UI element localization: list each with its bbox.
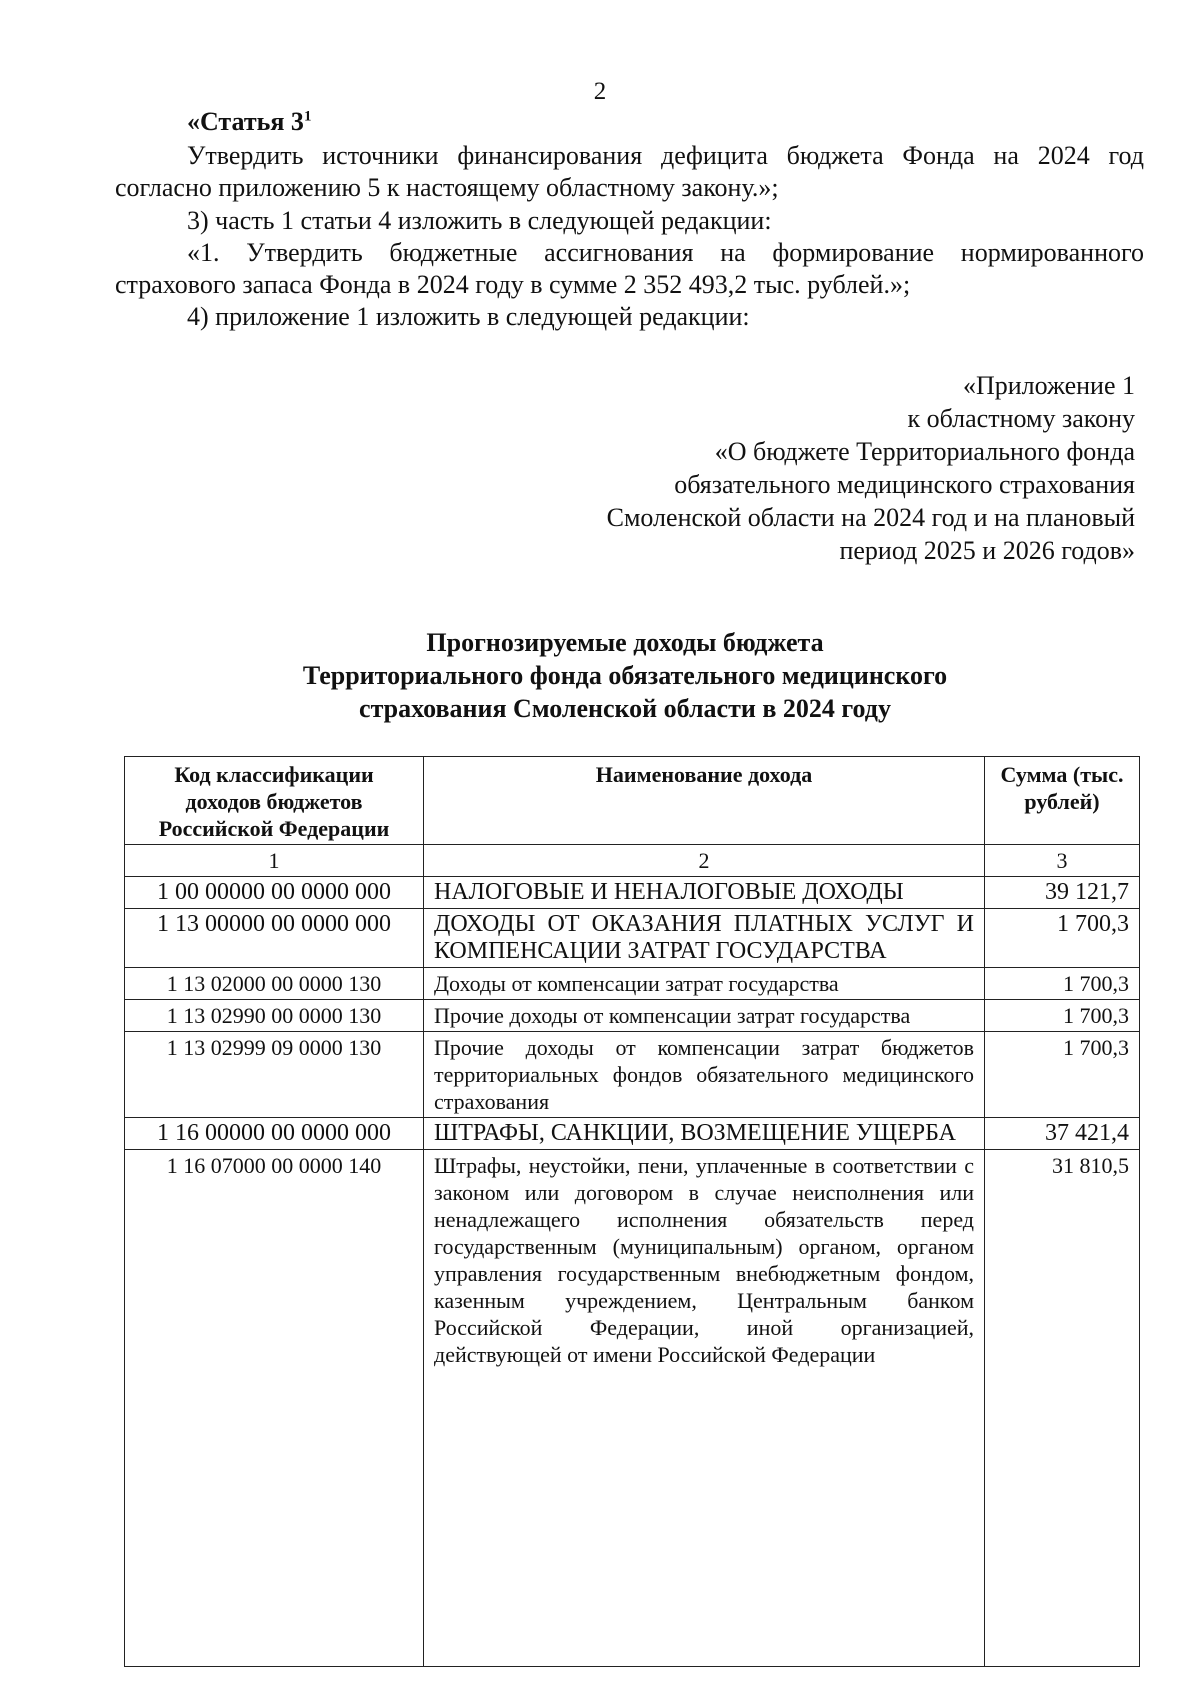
article-title-text: «Статья 3 <box>187 107 304 136</box>
row-code: 1 13 02990 00 0000 130 <box>125 1000 424 1032</box>
appendix-line-6: период 2025 и 2026 годов» <box>839 536 1135 565</box>
appendix-line-5: Смоленской области на 2024 год и на плановый <box>606 503 1135 532</box>
header-name: Наименование дохода <box>424 757 985 845</box>
heading-line-3: страхования Смоленской области в 2024 году <box>359 694 891 723</box>
row-sum: 1 700,3 <box>985 1000 1140 1032</box>
header-code: Код классификации доходов бюджетов Российской Федерации <box>125 757 424 845</box>
article-title-superscript: 1 <box>303 108 312 125</box>
item-3-quote: «1. Утвердить бюджетные ассигнования на формирование нормированного страхового запаса Фонда в 2024 году в сумме 2 352 493,2 тыс. рублей.»; <box>115 238 1144 299</box>
column-number-1: 1 <box>125 845 424 877</box>
table-heading <box>200 626 1050 725</box>
article-title <box>187 107 311 137</box>
row-name: Доходы от компенсации затрат государства <box>424 968 985 1000</box>
row-sum: 1 700,3 <box>985 1032 1140 1118</box>
row-code: 1 00 00000 00 0000 000 <box>125 877 424 909</box>
table-row <box>125 968 1140 1000</box>
row-name: НАЛОГОВЫЕ И НЕНАЛОГОВЫЕ ДОХОДЫ <box>424 877 985 909</box>
heading-line-1: Прогнозируемые доходы бюджета <box>426 628 824 657</box>
table-header-row <box>125 757 1140 845</box>
row-sum: 31 810,5 <box>985 1150 1140 1667</box>
item-3: 3) часть 1 статьи 4 изложить в следующей редакции: <box>187 206 772 235</box>
heading-line-2: Территориального фонда обязательного медицинского <box>302 661 948 690</box>
income-table <box>124 756 1140 1667</box>
table-row <box>125 1150 1140 1667</box>
row-sum: 1 700,3 <box>985 909 1140 968</box>
table-row <box>125 1118 1140 1150</box>
row-name: Штрафы, неустойки, пени, уплаченные в соответствии с законом или договором в случае неисполнения или ненадлежащего исполнения обязательств перед государственным (муниципальным) органом, органом управления государственным внебюджетным фондом, казенным учреждением, Центральным банком Российской Федерации, иной организацией, действующей от имени Российской Федерации <box>424 1150 985 1667</box>
row-code: 1 13 00000 00 0000 000 <box>125 909 424 968</box>
table-row <box>125 909 1140 968</box>
table-row <box>125 1032 1140 1118</box>
row-name: ШТРАФЫ, САНКЦИИ, ВОЗМЕЩЕНИЕ УЩЕРБА <box>424 1118 985 1150</box>
item-4: 4) приложение 1 изложить в следующей редакции: <box>187 302 750 331</box>
table-row <box>125 1000 1140 1032</box>
appendix-line-1: «Приложение 1 <box>962 371 1135 400</box>
row-sum: 1 700,3 <box>985 968 1140 1000</box>
article-text: Утвердить источники финансирования дефицита бюджета Фонда на 2024 год согласно приложению 5 к настоящему областному закону.»; <box>115 141 1144 202</box>
row-name: Прочие доходы от компенсации затрат государства <box>424 1000 985 1032</box>
row-code: 1 16 07000 00 0000 140 <box>125 1150 424 1667</box>
row-code: 1 13 02000 00 0000 130 <box>125 968 424 1000</box>
page-number: 2 <box>593 78 607 105</box>
column-number-row <box>125 845 1140 877</box>
column-number-2: 2 <box>424 845 985 877</box>
appendix-line-3: «О бюджете Территориального фонда <box>714 437 1135 466</box>
table-row <box>125 877 1140 909</box>
header-sum: Сумма (тыс. рублей) <box>985 757 1140 845</box>
row-name: ДОХОДЫ ОТ ОКАЗАНИЯ ПЛАТНЫХ УСЛУГ И КОМПЕНСАЦИИ ЗАТРАТ ГОСУДАРСТВА <box>424 909 985 968</box>
row-code: 1 16 00000 00 0000 000 <box>125 1118 424 1150</box>
appendix-line-4: обязательного медицинского страхования <box>674 470 1135 499</box>
column-number-3: 3 <box>985 845 1140 877</box>
row-name: Прочие доходы от компенсации затрат бюджетов территориальных фондов обязательного медицинского страхования <box>424 1032 985 1118</box>
row-sum: 37 421,4 <box>985 1118 1140 1150</box>
row-code: 1 13 02999 09 0000 130 <box>125 1032 424 1118</box>
row-sum: 39 121,7 <box>985 877 1140 909</box>
appendix-header <box>515 369 1135 567</box>
appendix-line-2: к областному закону <box>907 404 1135 433</box>
